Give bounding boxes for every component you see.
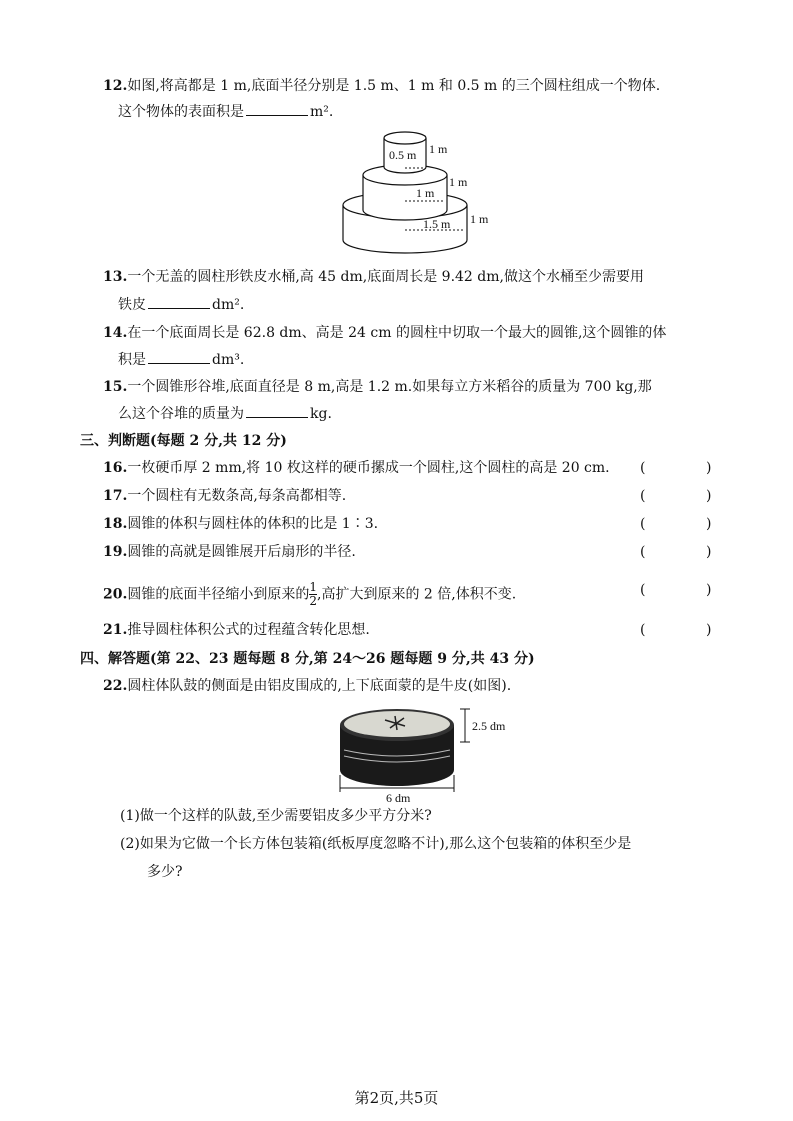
question-19: 19.圆锥的高就是圆锥展开后扇形的半径.: [103, 544, 356, 560]
question-16: 16.一枚硬币厚 2 mm,将 10 枚这样的硬币摞成一个圆柱,这个圆柱的高是 20 cm.: [103, 460, 610, 476]
drum-figure: [300, 700, 520, 805]
label-radius-top: 0.5 m: [389, 148, 417, 162]
label-radius-bottom: 1.5 m: [423, 217, 451, 231]
answer-bracket-21[interactable]: (: [640, 622, 646, 638]
question-13-blank-line: 铁皮 dm².: [118, 297, 245, 313]
question-22-part-2: (2)如果为它做一个长方体包装箱(纸板厚度忽略不计),那么这个包装箱的体积至少是: [120, 836, 632, 852]
page-footer: 第2页,共5页: [354, 1089, 439, 1107]
section-4-heading: 四、解答题(第 22、23 题每题 8 分,第 24～26 题每题 9 分,共 43 分): [80, 651, 535, 667]
question-15-blank-line: 么这个谷堆的质量为 kg.: [118, 406, 332, 422]
answer-blank[interactable]: [148, 296, 210, 309]
answer-blank[interactable]: [246, 405, 308, 418]
answer-blank[interactable]: [148, 351, 210, 364]
question-17: 17.一个圆柱有无数条高,每条高都相等.: [103, 488, 347, 504]
question-21: 21.推导圆柱体积公式的过程蕴含转化思想.: [103, 622, 370, 638]
answer-bracket-18[interactable]: (: [640, 516, 646, 532]
answer-bracket-19[interactable]: (: [640, 544, 646, 560]
label-height-bottom: 1 m: [470, 212, 489, 226]
section-3-heading: 三、判断题(每题 2 分,共 12 分): [80, 433, 287, 449]
label-drum-diameter: 6 dm: [386, 791, 411, 805]
label-radius-mid: 1 m: [416, 186, 435, 200]
fraction-one-half: $\frac{1}{2}$: [309, 580, 317, 608]
answer-bracket-20[interactable]: (: [640, 582, 646, 598]
answer-bracket-16[interactable]: (: [640, 460, 646, 476]
question-22-part-2-cont: 多少?: [147, 864, 183, 880]
question-18: 18.圆锥的体积与圆柱体的体积的比是 1∶3.: [103, 516, 379, 532]
question-15: 15.一个圆锥形谷堆,底面直径是 8 m,高是 1.2 m.如果每立方米稻谷的质量为 700 kg,那: [103, 379, 652, 395]
question-12: 12.如图,将高都是 1 m,底面半径分别是 1.5 m、1 m 和 0.5 m 的三个圆柱组成一个物体.: [103, 78, 661, 94]
label-height-mid: 1 m: [449, 175, 468, 189]
question-22-part-1: (1)做一个这样的队鼓,至少需要铝皮多少平方分米?: [120, 808, 432, 824]
question-22: 22.圆柱体队鼓的侧面是由铝皮围成的,上下底面蒙的是牛皮(如图).: [103, 678, 512, 694]
label-height-top: 1 m: [429, 142, 448, 156]
question-13: 13.一个无盖的圆柱形铁皮水桶,高 45 dm,底面周长是 9.42 dm,做这个水桶至少需要用: [103, 269, 644, 285]
question-14-blank-line: 积是 dm³.: [118, 352, 245, 368]
stacked-cylinders-figure: [330, 125, 510, 260]
question-14: 14.在一个底面周长是 62.8 dm、高是 24 cm 的圆柱中切取一个最大的圆锥,这个圆锥的体: [103, 325, 667, 341]
answer-blank[interactable]: [246, 103, 308, 116]
label-drum-height: 2.5 dm: [472, 719, 506, 733]
exam-page: 12.如图,将高都是 1 m,底面半径分别是 1.5 m、1 m 和 0.5 m 的三个圆柱组成一个物体. 这个物体的表面积是 m². 0.5 m 1 m 1.5 m 1 m 1 m 1 m 13.一个无盖的圆柱形铁皮水桶,高 45 dm,底面周长是 9.42 dm,做这个水桶至少需要用 铁皮 dm². 14.在一个底面周长是 62.8 dm、高是 24 cm 的圆柱中切取一个最大的圆锥,这个圆锥的体 积是 dm³. 15.一个圆锥形谷堆,底面直径是 8 m,高是 1.2 m.如果每立方米稻谷的质量为 700 kg,那 么这个谷堆的质量为 kg. 三、判断题(每题 2 分,共 12 分) 16.一枚硬币厚 2 mm,将 10 枚这样的硬币摞成一个圆柱,这个圆柱的高是 20 cm. 17.一个圆柱有无数条高,每条高都相等. 18.圆锥的体积与圆柱体的体积的比是 1∶3. 19.圆锥的高就是圆锥展开后扇形的半径. 20.圆锥的底面半径缩小到原来的 $\frac{1}{2}$ ,高扩大到原来的 2 倍,体积不变. 21.推导圆柱体积公式的过程蕴含转化思想. ( ) ( ) ( ) ( ) ( ) ( ) 四、解答题(第 22、23 题每题 8 分,第 24～26 题每题 9 分,共 43 分) 22.圆柱体队鼓的侧面是由铝皮围成的,上下底面蒙的是牛皮(如图). 2.5 dm 6 dm (1)做一个这样的队鼓,至少需要铝皮多少平方分米? (2)如果为它做一个长方体包装箱(纸板厚度忽略不计),那么这个包装箱的体积至少是 多少? 第2页,共5页: [0, 0, 793, 1121]
answer-bracket-17[interactable]: (: [640, 488, 646, 504]
question-20: 20.圆锥的底面半径缩小到原来的 $\frac{1}{2}$ ,高扩大到原来的 2 倍,体积不变.: [103, 580, 517, 608]
question-12-blank-line: 这个物体的表面积是 m².: [118, 104, 334, 120]
